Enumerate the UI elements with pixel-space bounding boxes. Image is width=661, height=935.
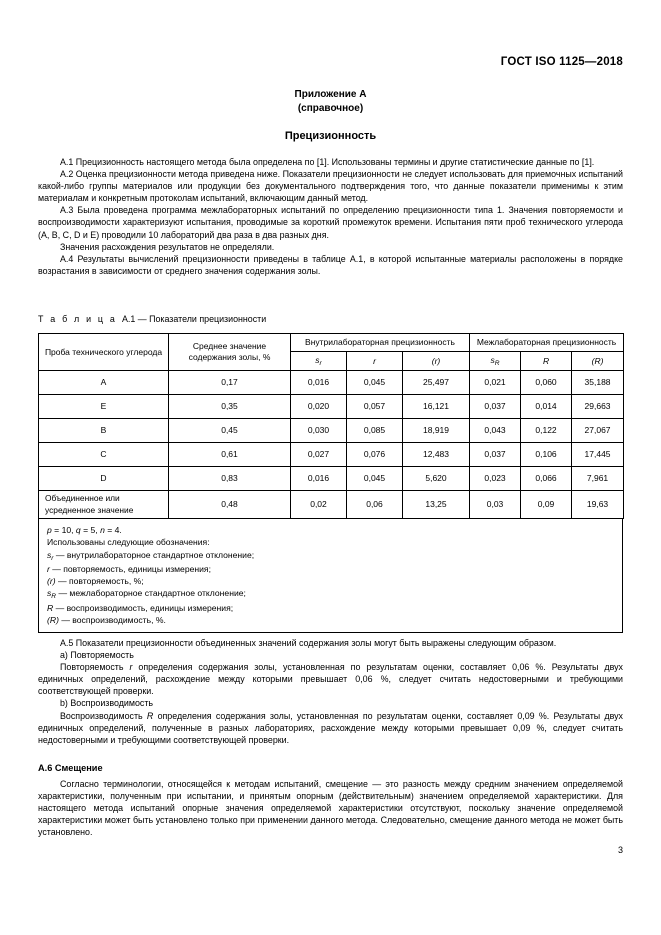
cell-R: 0,060 [521,371,572,395]
header-R-text: R [542,355,550,366]
precision-table-body [39,371,624,519]
header-sr-sub: r [319,360,322,367]
table-row [39,371,624,395]
cell-R_pct: 35,188 [572,371,624,395]
paragraph-a3b: Значения расхождения результатов не определяли. [60,241,275,252]
table-caption-text: Показатели прецизионности [149,314,267,324]
cell-r: 0,076 [347,443,403,467]
note-p-value: = 10, [51,525,76,535]
header-sR-base: s [490,355,495,365]
cell-sR: 0,021 [470,371,521,395]
header-r-text: r [373,355,376,366]
cell-r_pct: 16,121 [403,395,470,419]
cell-ash: 0,17 [169,371,291,395]
a5a-text-1: Повторяемость [60,662,130,673]
a5b-text-2: определения содержания золы, установленная по результатам оценки, составляет 0,09 %. Результаты двух единичных определений, полученные в разных лабораториях, расхождение между которыми превышает 0,09 %, следует считать недостоверными и требующими соответствующей проверки. [38,710,623,745]
note-r-percent [47,575,614,587]
cell-sample: C [39,443,169,467]
cell-sample: A [39,371,169,395]
cell-ash: 0,61 [169,443,291,467]
cell-sR: 0,043 [470,419,521,443]
note-n-symbol: n [100,525,105,535]
header-R-percent-text: (R) [591,355,604,366]
header-sr-base: s [315,355,320,365]
header-R [521,352,572,371]
note-n-value: = 4. [104,525,122,535]
precision-table [38,333,624,519]
note-sr-subscript: r [51,554,54,562]
a5a-text-2: определения содержания золы, установленная по результатам оценки, составляет 0,06 %. Результаты двух единичных определений, расхождение между которыми превышает 0,06 %, следует считать недостоверными и требующими соответствующей проверки. [38,662,623,697]
paragraph-a5a-body [38,661,623,697]
paragraph-block-a5 [38,637,623,746]
document-header-standard-number: ГОСТ ISO 1125—2018 [500,56,623,68]
cell-sr: 0,020 [291,395,347,419]
note-R-percent-symbol: (R) [47,615,59,626]
note-R-symbol: R [47,602,54,613]
table-caption-dash: — [137,314,147,324]
precision-table-wrapper [38,333,623,633]
note-q-symbol: q [75,525,81,535]
cell-R_pct: 29,663 [572,395,624,419]
annex-title-line1: Приложение А [294,89,367,100]
table-row [39,419,624,443]
cell-R_pct: 27,067 [572,419,624,443]
table-caption [38,314,266,324]
note-r [47,563,614,575]
a5a-symbol-r: r [129,662,133,673]
header-sR-sub: R [494,360,500,367]
cell-sR: 0,023 [470,467,521,491]
a5b-text-1: Воспроизводимость [60,710,147,721]
header-R-percent [572,352,624,371]
note-sR [47,587,614,601]
note-r-percent-text: — повторяемость, %; [55,576,144,587]
cell-sr: 0,02 [291,491,347,519]
cell-r: 0,045 [347,371,403,395]
paragraph-a4: А.4 Результаты вычислений прецизионности приведены в таблице А.1, в которой испытанные материалы расположены в порядке возрастания в зависимости от среднего значения содержания золы. [38,253,623,276]
header-group-intralab: Внутрилабораторная прецизионность [291,334,470,352]
annex-title-line2: (справочное) [297,102,364,114]
table-row [39,491,624,519]
cell-R: 0,014 [521,395,572,419]
page-number: 3 [617,845,623,855]
table-row [39,443,624,467]
annex-title [0,88,661,115]
header-r-percent-text: (r) [431,355,441,366]
cell-r_pct: 25,497 [403,371,470,395]
paragraph-block-a1-a4 [38,156,623,277]
cell-R_pct: 7,961 [572,467,624,491]
cell-R: 0,066 [521,467,572,491]
cell-R: 0,122 [521,419,572,443]
table-caption-label: Т а б л и ц а [38,314,117,324]
header-sR [470,352,521,371]
header-r-percent [403,352,470,371]
cell-R: 0,106 [521,443,572,467]
cell-R_pct: 19,63 [572,491,624,519]
note-sR-text: — межлабораторное стандартное отклонение; [56,588,246,599]
cell-sample: D [39,467,169,491]
cell-r_pct: 18,919 [403,419,470,443]
cell-R_pct: 17,445 [572,443,624,467]
paragraph-block-a6 [38,778,623,838]
note-R-percent-text: — воспроизводимость, %. [58,615,166,626]
note-sR-subscript: R [51,593,57,601]
note-R-percent [47,614,614,626]
header-sample-column: Проба технического углерода [39,334,169,371]
note-sr-symbol: s [47,549,52,560]
paragraph-a6: Согласно терминологии, относящейся к методам испытаний, смещение — это разность между средним значением определяемой характеристики, полученным при испытании, и принятым опорным (действительным) значением определяемой характеристики. Для настоящего метода испытаний опорные значения определяемой характеристики отсутствуют, поскольку значение определяемой характеристики может быть установлено только при применении данного метода. Следовательно, смещение данного метода не может быть установлено. [38,779,623,838]
cell-ash: 0,45 [169,419,291,443]
cell-sr: 0,016 [291,467,347,491]
cell-r_pct: 13,25 [403,491,470,519]
cell-ash: 0,48 [169,491,291,519]
header-group-interlab: Межлабораторная прецизионность [470,334,624,352]
note-R-text: — воспроизводимость, единицы измерения; [53,602,234,613]
heading-a6 [38,762,623,774]
paragraph-a1: А.1 Прецизионность настоящего метода была определена по [1]. Использованы термины и другие статистические данные по [1]. [60,157,595,167]
paragraph-a5: А.5 Показатели прецизионности объединенных значений содержания золы могут быть выражены следующим образом. [60,638,557,648]
cell-r_pct: 5,620 [403,467,470,491]
note-parameters [47,524,614,536]
note-r-text: — повторяемость, единицы измерения; [49,563,211,574]
cell-sr: 0,030 [291,419,347,443]
cell-r: 0,057 [347,395,403,419]
cell-sr: 0,027 [291,443,347,467]
table-row [39,395,624,419]
cell-r_pct: 12,483 [403,443,470,467]
header-ash-column: Среднее значение содержания золы, % [169,334,291,371]
cell-r: 0,085 [347,419,403,443]
precision-table-notes [38,519,623,633]
section-title: Прецизионность [284,130,377,142]
cell-ash: 0,35 [169,395,291,419]
cell-sR: 0,03 [470,491,521,519]
note-sr [47,549,614,563]
note-sr-text: — внутрилабораторное стандартное отклонение; [53,549,255,560]
note-r-symbol: r [47,563,50,574]
note-sR-symbol: s [47,588,52,599]
header-r [347,352,403,371]
paragraph-a2: А.2 Оценка прецизионности метода приведена ниже. Показатели прецизионности не следует использовать для приемочных испытаний какой-либо группы материалов или продукции без документального подтверждения того, что данные показатели применимы к этим материалам и конкретным протоколам испытаний, включающим данный метод. [38,169,623,204]
cell-sR: 0,037 [470,443,521,467]
paragraph-a3: А.3 Была проведена программа межлабораторных испытаний по определению прецизионности типа 1. Значения повторяемости и воспроизводимости характеризуют испытания, проводимые за короткий промежуток времени. Испытания пяти проб технического углерода (A, B, C, D и E) проводили 10 лабораторий два раза в два разных дня. [38,205,623,240]
paragraph-a5a-heading: а) Повторяемость [60,650,134,661]
paragraph-a5b-body [38,710,623,746]
cell-R: 0,09 [521,491,572,519]
cell-sample: E [39,395,169,419]
table-caption-number: А.1 [121,314,136,324]
header-sr [291,352,347,371]
precision-table-head [39,334,624,371]
note-q-value: = 5, [80,525,101,535]
table-row [39,467,624,491]
cell-r: 0,045 [347,467,403,491]
note-p-symbol: p [47,525,52,535]
paragraph-a5b-heading: b) Воспроизводимость [60,698,154,709]
a5b-symbol-R: R [146,710,154,721]
cell-sR: 0,037 [470,395,521,419]
cell-sample: Объединенное или усредненное значение [39,491,169,519]
note-legend-intro: Использованы следующие обозначения: [47,537,210,548]
cell-ash: 0,83 [169,467,291,491]
cell-sr: 0,016 [291,371,347,395]
heading-a6-text: А.6 Смещение [38,763,103,773]
cell-sample: B [39,419,169,443]
note-r-percent-symbol: (r) [47,576,56,587]
note-R [47,602,614,614]
cell-r: 0,06 [347,491,403,519]
header-row-groups [39,334,624,352]
